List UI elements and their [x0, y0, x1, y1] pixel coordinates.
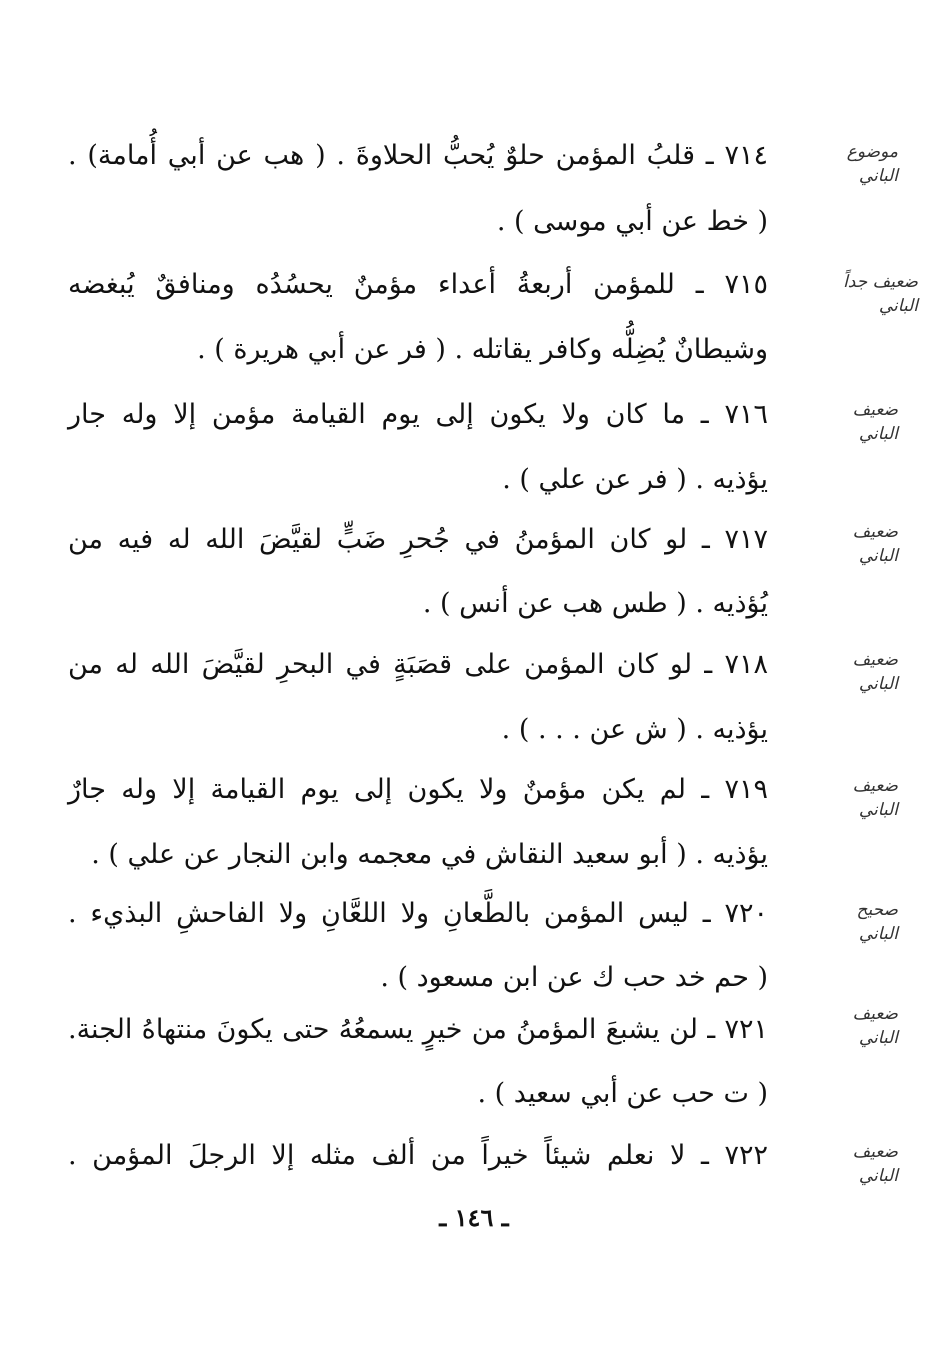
hadith-715-line-2: وشيطانٌ يُضِلُّه وكافر يقاتله . ( فر عن أبي هريرة ) .: [197, 334, 768, 365]
margin-note: [798, 270, 918, 318]
hadith-716-line-1: ٧١٦ ـ ما كان ولا يكون إلى يوم القيامة مؤمن إلا وله جار: [68, 399, 768, 430]
hadith-720-line-2: ( حم خد حب ك عن ابن مسعود ) .: [380, 962, 768, 993]
attribution-note: الباني: [858, 546, 898, 566]
grade-note: ضعيف جداً: [843, 272, 918, 292]
hadith-721-line-2: ( ت حب عن أبي سعيد ) .: [477, 1078, 768, 1109]
attribution-note: الباني: [858, 924, 898, 944]
margin-note: [798, 898, 898, 946]
margin-note: [798, 520, 898, 568]
hadith-714-line-2: ( خط عن أبي موسى ) .: [496, 206, 768, 237]
grade-note: موضوع: [846, 142, 898, 162]
hadith-716-line-2: يؤذيه . ( فر عن علي ) .: [502, 464, 768, 495]
hadith-722-line-1: ٧٢٢ ـ لا نعلم شيئاً خيراً من ألف مثله إلا الرجلَ المؤمن .: [68, 1140, 768, 1171]
grade-note: ضعيف: [852, 400, 898, 420]
hadith-720-line-1: ٧٢٠ ـ ليس المؤمن بالطَّعانِ ولا اللعَّانِ ولا الفاحشِ البذيء .: [68, 898, 768, 929]
hadith-717-line-1: ٧١٧ ـ لو كان المؤمنُ في جُحرِ ضَبٍّ لقيَّضَ الله له فيه من: [68, 524, 768, 555]
margin-note: [798, 140, 898, 188]
margin-note: [798, 1140, 898, 1188]
hadith-718-line-1: ٧١٨ ـ لو كان المؤمن على قصَبَةٍ في البحرِ لقيَّضَ الله له من: [68, 649, 768, 680]
attribution-note: الباني: [858, 800, 898, 820]
hadith-719-line-2: يؤذيه . ( أبو سعيد النقاش في معجمه وابن النجار عن علي ) .: [91, 839, 768, 870]
hadith-715-line-1: ٧١٥ ـ للمؤمن أربعةُ أعداء مؤمنٌ يحسُدُه ومنافقٌ يُبغضه: [68, 269, 768, 300]
margin-note: [798, 774, 898, 822]
attribution-note: الباني: [858, 166, 898, 186]
grade-note: ضعيف: [852, 1142, 898, 1162]
grade-note: ضعيف: [852, 650, 898, 670]
hadith-721-line-1: ٧٢١ ـ لن يشبعَ المؤمنُ من خيرٍ يسمعُهُ حتى يكونَ منتهاهُ الجنة.: [68, 1014, 768, 1045]
margin-note: [798, 398, 898, 446]
attribution-note: الباني: [858, 674, 898, 694]
margin-note: [798, 648, 898, 696]
grade-note: ضعيف: [852, 776, 898, 796]
hadith-714-line-1: ٧١٤ ـ قلبُ المؤمن حلوٌ يُحبُّ الحلاوةَ . ( هب عن أبي أُمامة) .: [68, 140, 768, 171]
page-number: ـ ١٤٦ ـ: [439, 1203, 509, 1232]
attribution-note: الباني: [878, 296, 918, 316]
hadith-718-line-2: يؤذيه . ( ش عن . . . ) .: [501, 714, 768, 745]
attribution-note: الباني: [858, 1166, 898, 1186]
attribution-note: الباني: [858, 424, 898, 444]
grade-note: ضعيف: [852, 1004, 898, 1024]
hadith-717-line-2: يُؤذيه . ( طس هب عن أنس ) .: [422, 588, 768, 619]
grade-note: ضعيف: [852, 522, 898, 542]
attribution-note: الباني: [858, 1028, 898, 1048]
grade-note: صحيح: [856, 900, 898, 920]
margin-note: [798, 1002, 898, 1050]
hadith-719-line-1: ٧١٩ ـ لم يكن مؤمنٌ ولا يكون إلى يوم القيامة إلا وله جارٌ: [68, 774, 768, 805]
